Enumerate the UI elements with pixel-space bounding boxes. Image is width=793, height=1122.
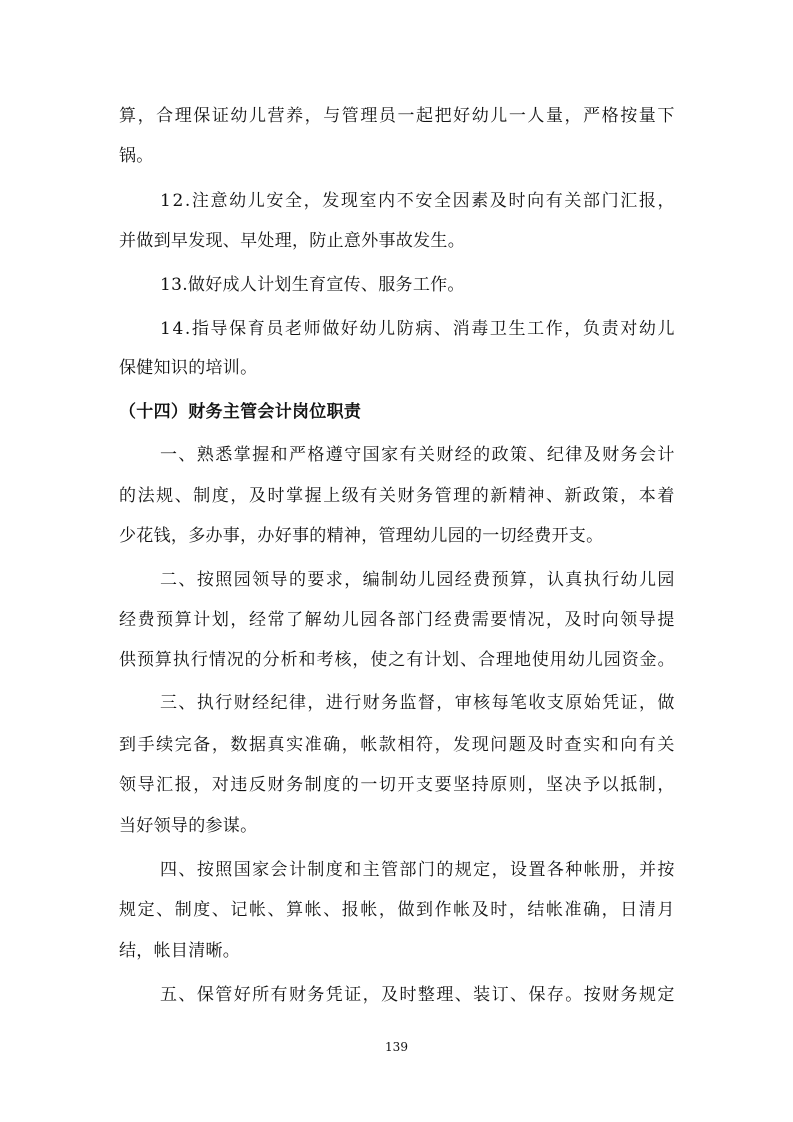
page-number: 139 — [385, 1040, 408, 1054]
text-line: 结，帐目清晰。 — [119, 941, 241, 961]
text-line: 算 ， 合 理 保 证 幼 儿 营 养 ， 与 管 理 员 一 起 把 好 幼 儿 一 人 量 ， 严 格 按 量 下 — [119, 106, 675, 126]
text-line: 规 定 、 制 度 、 记 帐 、 算 帐 、 报 帐 ， 做 到 作 帐 及 时 ， 结 帐 准 确 ， 日 清 月 — [119, 900, 675, 920]
text-line: 一 、 熟 悉 掌 握 和 严 格 遵 守 国 家 有 关 财 经 的 政 策 、 纪 律 及 财 务 会 计 — [160, 445, 675, 465]
text-line: 二 、 按 照 园 领 导 的 要 求 ， 编 制 幼 儿 园 经 费 预 算 ， 认 真 执 行 幼 儿 园 — [160, 570, 675, 590]
text-line: 1 4 . 指 导 保 育 员 老 师 做 好 幼 儿 防 病 、 消 毒 卫 生 工 作 ， 负 责 对 幼 儿 — [160, 319, 675, 339]
text-line: 的 法 规 、 制 度 ， 及 时 掌 握 上 级 有 关 财 务 管 理 的 新 精 神 、 新 政 策 ， 本 着 — [119, 486, 675, 506]
text-line: 三 、 执 行 财 经 纪 律 ， 进 行 财 务 监 督 ， 审 核 每 笔 收 支 原 始 凭 证 ， 做 — [160, 693, 675, 713]
text-line: 四 、 按 照 国 家 会 计 制 度 和 主 管 部 门 的 规 定 ， 设 置 各 种 帐 册 ， 并 按 — [160, 860, 675, 880]
text-line: 到 手 续 完 备 ， 数 据 真 实 准 确 ， 帐 款 相 符 ， 发 现 问 题 及 时 查 实 和 向 有 关 — [119, 735, 675, 755]
text-line: 领 导 汇 报 ， 对 违 反 财 务 制 度 的 一 切 开 支 要 坚 持 原 则 ， 坚 决 予 以 抵 制 ， — [119, 775, 675, 795]
section-heading: （十四）财务主管会计岗位职责 — [119, 402, 362, 422]
text-line: 少花钱，多办事，办好事的精神，管理幼儿园的一切经费开支。 — [119, 526, 604, 546]
text-line: 锅。 — [119, 146, 154, 166]
text-line: 当好领导的参谋。 — [119, 816, 258, 836]
text-line: 供 预 算 执 行 情 况 的 分 析 和 考 核 ， 使 之 有 计 划 、 合 理 地 使 用 幼 儿 园 资 金 。 — [119, 650, 675, 670]
text-line: 1 2 . 注 意 幼 儿 安 全 ， 发 现 室 内 不 安 全 因 素 及 时 向 有 关 部 门 汇 报 ， — [160, 191, 675, 211]
text-line: 保健知识的培训。 — [119, 358, 258, 378]
text-line: 并做到早发现、早处理，防止意外事故发生。 — [119, 231, 465, 251]
text-line: 经 费 预 算 计 划 ， 经 常 了 解 幼 儿 园 各 部 门 经 费 需 要 情 况 ， 及 时 向 领 导 提 — [119, 610, 675, 630]
text-line: 13.做好成人计划生育宣传、服务工作。 — [160, 275, 465, 295]
text-line: 五 、 保 管 好 所 有 财 务 凭 证 ， 及 时 整 理 、 装 订 、 保 存 。 按 财 务 规 定 — [160, 985, 675, 1005]
